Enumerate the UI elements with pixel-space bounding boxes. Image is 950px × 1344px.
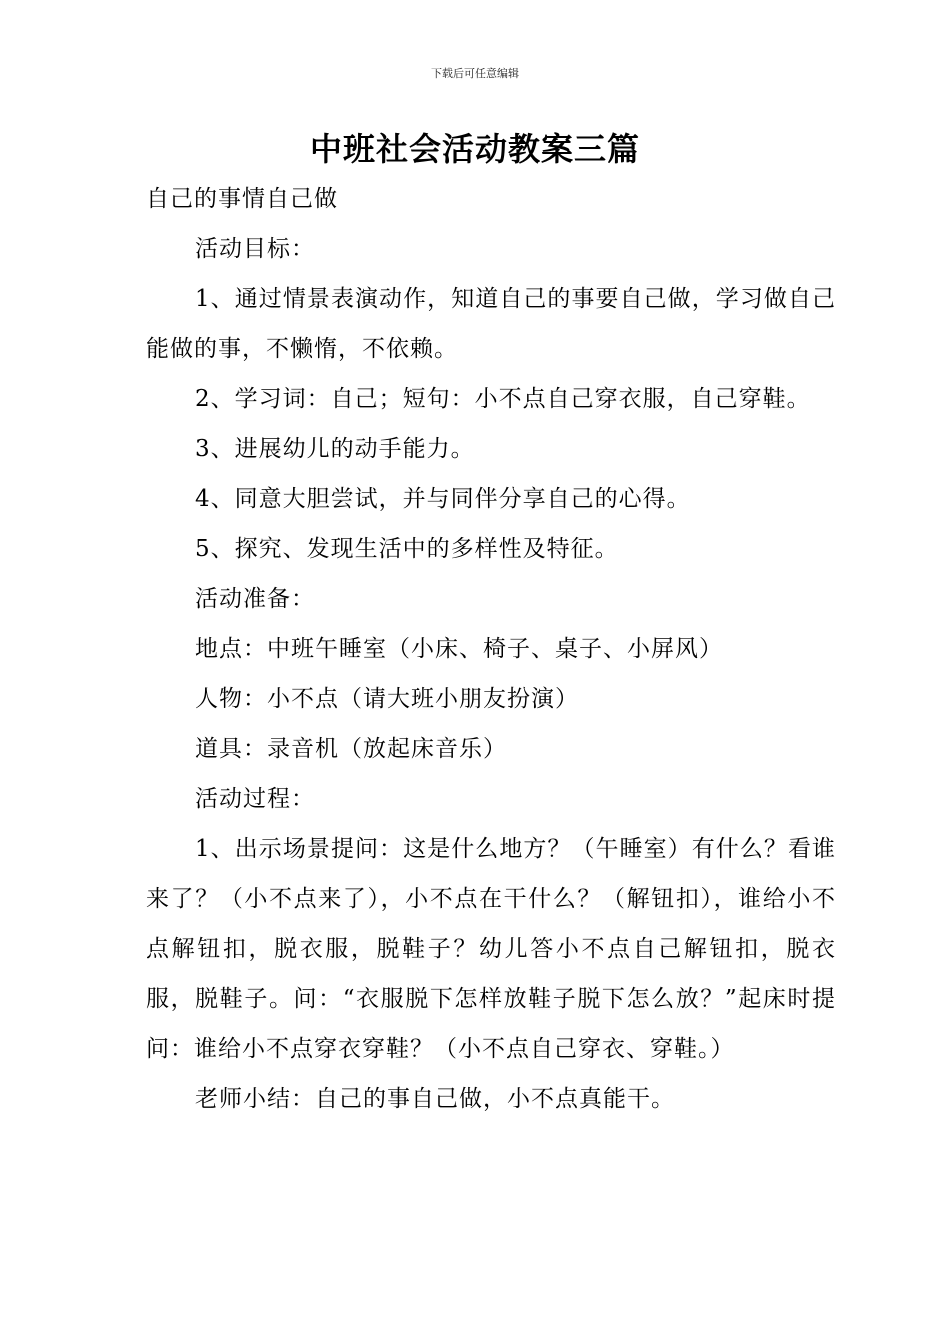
- goal-item-3: 3、进展幼儿的动手能力。: [195, 436, 475, 462]
- section-title: 自己的事情自己做: [146, 186, 338, 212]
- preparation-props: 道具：录音机（放起床音乐）: [195, 736, 507, 762]
- document-title: 中班社会活动教案三篇: [309, 130, 640, 168]
- teacher-summary: 老师小结：自己的事自己做，小不点真能干。: [195, 1086, 675, 1112]
- goal-item-5: 5、探究、发现生活中的多样性及特征。: [195, 536, 619, 562]
- process-step-1: 1、出示场景提问：这是什么地方？（午睡室）有什么？看谁来了？（小不点来了），小不点在干什么？（解钮扣），谁给小不点解钮扣，脱衣服，脱鞋子？幼儿答小不点自己解钮扣，脱衣服，脱鞋子。问：“衣服脱下怎样放鞋子脱下怎么放？”起床时提问：谁给小不点穿衣穿鞋？（小不点自己穿衣、穿鞋。）: [146, 836, 836, 1062]
- document-body: [146, 174, 836, 1124]
- preparation-characters: 人物：小不点（请大班小朋友扮演）: [195, 686, 579, 712]
- goal-item-4: 4、同意大胆尝试，并与同伴分享自己的心得。: [195, 486, 691, 512]
- heading-activity-goals: 活动目标：: [195, 236, 315, 262]
- page-header-note: 下载后可任意编辑: [431, 67, 519, 80]
- goal-item-1: 1、通过情景表演动作，知道自己的事要自己做，学习做自己能做的事，不懒惰，不依赖。: [146, 286, 836, 362]
- goal-item-2: 2、学习词：自己；短句：小不点自己穿衣服，自己穿鞋。: [195, 386, 811, 412]
- heading-activity-preparation: 活动准备：: [195, 586, 315, 612]
- preparation-location: 地点：中班午睡室（小床、椅子、桌子、小屏风）: [195, 636, 723, 662]
- heading-activity-process: 活动过程：: [195, 786, 315, 812]
